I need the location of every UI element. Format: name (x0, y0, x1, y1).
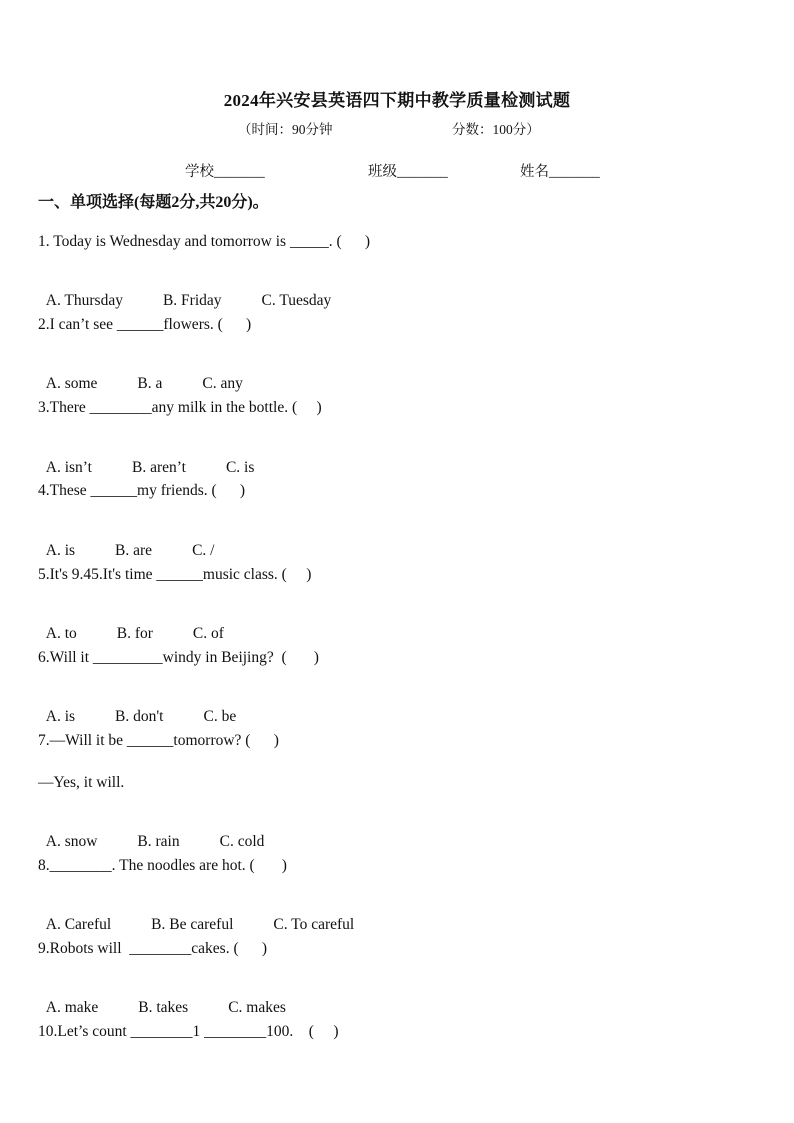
options-6 (38, 690, 276, 726)
option[interactable]: C. makes (228, 999, 286, 1016)
option[interactable]: B. are (115, 542, 153, 559)
option[interactable]: C. of (192, 625, 224, 642)
question-8: 8.________. The noodles are hot. ( ) (38, 857, 287, 874)
school-field[interactable]: 学校_______ (185, 164, 265, 180)
options-3 (38, 441, 294, 477)
option[interactable]: A. is (45, 708, 76, 725)
option[interactable]: C. is (225, 459, 255, 476)
option[interactable]: B. aren’t (131, 459, 186, 476)
option[interactable]: B. rain (137, 833, 180, 850)
option[interactable]: C. cold (219, 833, 265, 850)
option[interactable]: B. Be careful (151, 916, 234, 933)
question-7: 7.—Will it be ______tomorrow? ( ) (38, 732, 279, 749)
option[interactable]: C. be (203, 708, 237, 725)
option[interactable]: A. snow (45, 833, 98, 850)
option[interactable]: B. don't (115, 708, 164, 725)
question-5: 5.It's 9.45.It's time ______music class. ( ) (38, 566, 312, 583)
question-10: 10.Let’s count ________1 ________100. ( ) (38, 1023, 339, 1040)
option[interactable]: B. a (137, 375, 163, 392)
question-7-answer: —Yes, it will. (38, 774, 125, 791)
option[interactable]: C. To careful (273, 916, 355, 933)
option[interactable]: A. some (45, 375, 98, 392)
option[interactable]: A. to (45, 625, 77, 642)
question-3: 3.There ________any milk in the bottle. ( ) (38, 399, 322, 416)
option[interactable]: A. Thursday (45, 292, 123, 309)
question-2: 2.I can’t see ______flowers. ( ) (38, 316, 252, 333)
question-6: 6.Will it _________windy in Beijing? ( ) (38, 649, 319, 666)
option[interactable]: A. make (45, 999, 99, 1016)
options-5 (38, 607, 264, 643)
option[interactable]: A. is (45, 542, 76, 559)
name-field[interactable]: 姓名_______ (520, 164, 600, 180)
exam-time: （时间：90分钟 (238, 122, 333, 137)
question-1: 1. Today is Wednesday and tomorrow is _____. ( ) (38, 233, 371, 250)
class-field[interactable]: 班级_______ (368, 164, 448, 180)
option[interactable]: C. any (202, 375, 243, 392)
section-title: 一、单项选择(每题2分,共20分)。 (38, 194, 269, 211)
options-7 (38, 815, 304, 851)
exam-score: 分数：100分） (452, 122, 540, 137)
option[interactable]: B. for (116, 625, 153, 642)
option[interactable]: B. Friday (162, 292, 222, 309)
page-title: 2024年兴安县英语四下期中教学质量检测试题 (223, 91, 571, 110)
options-8 (38, 898, 394, 934)
option[interactable]: A. Careful (45, 916, 112, 933)
option[interactable]: A. isn’t (45, 459, 92, 476)
options-2 (38, 357, 283, 393)
options-4 (38, 524, 254, 560)
option[interactable]: C. Tuesday (261, 292, 332, 309)
option[interactable]: B. takes (138, 999, 189, 1016)
question-9: 9.Robots will ________cakes. ( ) (38, 940, 268, 957)
option[interactable]: C. / (192, 542, 215, 559)
options-1 (38, 274, 371, 310)
question-4: 4.These ______my friends. ( ) (38, 482, 246, 499)
options-9 (38, 981, 326, 1017)
